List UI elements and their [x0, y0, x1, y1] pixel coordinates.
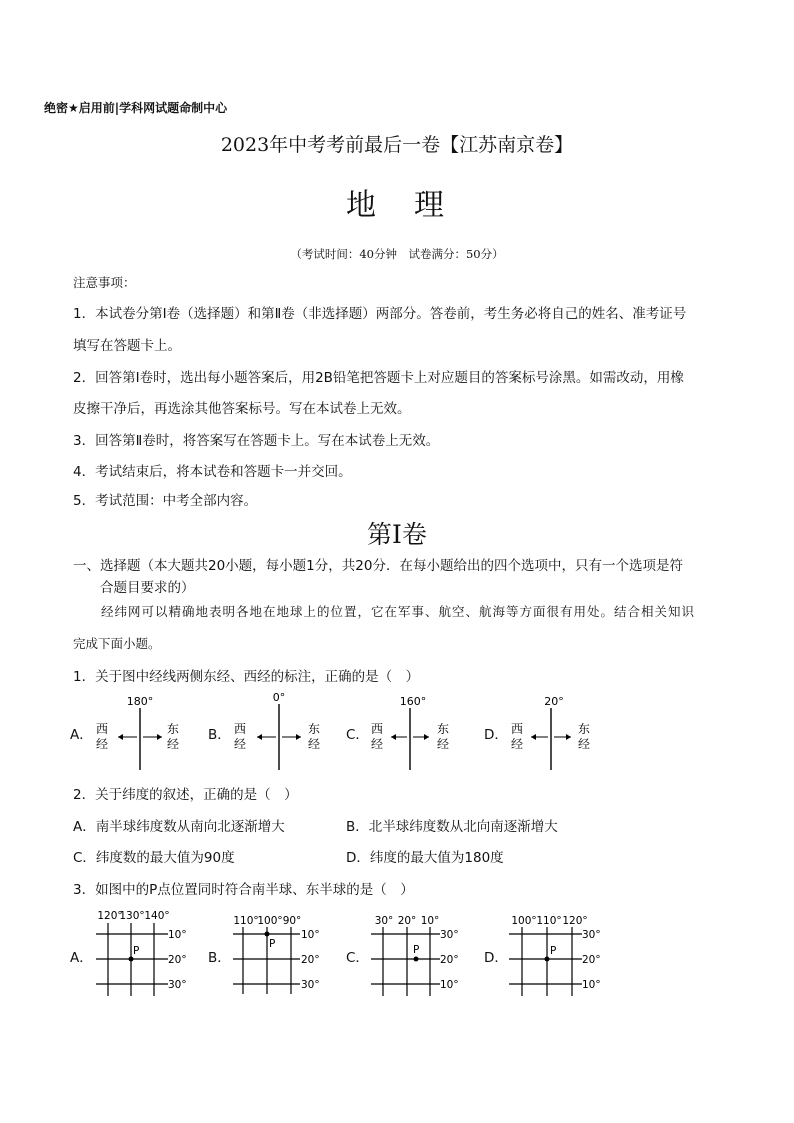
q2-option-d[interactable]: D．纬度的最大值为180度	[346, 850, 504, 866]
intro-text: 经纬网可以精确地表明各地在地球上的位置，它在军事、航空、航海等方面很有用处。结合相关知识	[101, 604, 696, 619]
lat-label: 30°	[301, 979, 320, 991]
lon-label: 120°	[97, 910, 123, 922]
note-line: 填写在答题卡上。	[73, 338, 181, 354]
lat-label: 10°	[168, 929, 187, 941]
option-letter: A．	[70, 727, 93, 743]
lat-label: 10°	[301, 929, 320, 941]
q3-option-d[interactable]	[484, 906, 634, 1001]
section-heading-cont: 合题目要求的）	[100, 580, 195, 596]
q3-option-b[interactable]	[208, 906, 358, 1001]
note-line: 4．考试结束后，将本试卷和答题卡一并交回。	[73, 464, 352, 480]
q2-option-c[interactable]: C．纬度数的最大值为90度	[73, 850, 235, 866]
exam-info: （考试时间：40分钟 试卷满分：50分）	[290, 247, 504, 261]
west-char: 经	[510, 737, 524, 751]
q3-option-a[interactable]	[70, 906, 220, 1001]
west-char: 西	[95, 722, 109, 736]
lon-label: 90°	[282, 915, 302, 927]
note-line: 1．本试卷分第Ⅰ卷（选择题）和第Ⅱ卷（非选择题）两部分。答卷前，考生务必将自己的姓名、准考证号	[73, 306, 687, 322]
west-char: 西	[510, 722, 524, 736]
west-char: 经	[370, 737, 384, 751]
lat-label: 20°	[440, 954, 459, 966]
grid-figure	[366, 906, 496, 1001]
option-letter: B．	[208, 950, 231, 966]
point-p-label: P	[413, 944, 420, 956]
q1-option-d[interactable]	[484, 690, 654, 775]
q2-option-b[interactable]: B．北半球纬度数从北向南逐渐增大	[346, 819, 558, 835]
west-char: 西	[370, 722, 384, 736]
east-char: 经	[577, 737, 591, 751]
east-char: 经	[307, 737, 321, 751]
exam-title: 2023年中考考前最后一卷【江苏南京卷】	[220, 134, 574, 156]
note-line: 5．考试范围：中考全部内容。	[73, 493, 258, 509]
option-letter: B．	[208, 727, 231, 743]
point-p-label: P	[550, 945, 557, 957]
option-letter: D．	[484, 727, 508, 743]
lat-label: 30°	[168, 979, 187, 991]
lat-label: 20°	[301, 954, 320, 966]
q2-option-a[interactable]: A．南半球纬度数从南向北逐渐增大	[73, 819, 285, 835]
east-char: 经	[166, 737, 180, 751]
east-char: 东	[307, 722, 321, 736]
option-letter: D．	[484, 950, 508, 966]
point-p-label: P	[133, 945, 140, 957]
lat-label: 30°	[582, 929, 601, 941]
option-letter: A．	[70, 950, 93, 966]
west-char: 经	[233, 737, 247, 751]
section-heading: 一、选择题（本大题共20小题，每小题1分，共20分．在每小题给出的四个选项中，只有一个选项是符	[73, 558, 683, 574]
note-line: 皮擦干净后，再选涂其他答案标号。写在本试卷上无效。	[73, 401, 411, 417]
meridian-degree: 160°	[399, 695, 427, 708]
note-line: 2．回答第Ⅰ卷时，选出每小题答案后，用2B铅笔把答题卡上对应题目的答案标号涂黑。如需改动，用橡	[73, 370, 684, 386]
subject-title: 地 理	[346, 188, 448, 223]
lat-label: 30°	[440, 929, 459, 941]
q3-stem: 3．如图中的P点位置同时符合南半球、东半球的是（ ）	[73, 882, 414, 898]
lat-label: 10°	[582, 979, 601, 991]
meridian-degree: 180°	[126, 695, 154, 708]
lon-label: 110°	[536, 915, 562, 927]
lon-label: 30°	[374, 915, 394, 927]
lon-label: 140°	[144, 910, 170, 922]
west-char: 经	[95, 737, 109, 751]
east-char: 经	[436, 737, 450, 751]
grid-figure	[228, 906, 358, 1001]
east-char: 东	[436, 722, 450, 736]
lon-label: 110°	[233, 915, 259, 927]
grid-figure	[504, 906, 634, 1001]
q1-stem: 1．关于图中经线两侧东经、西经的标注，正确的是（ ）	[73, 669, 420, 685]
meridian-degree: 0°	[272, 691, 286, 704]
meridian-figure	[504, 690, 654, 775]
grid-figure	[90, 906, 220, 1001]
lon-label: 100°	[257, 915, 283, 927]
header-note: 绝密★启用前|学科网试题命制中心	[44, 101, 228, 115]
point-p-label: P	[269, 938, 276, 950]
west-char: 西	[233, 722, 247, 736]
lon-label: 20°	[397, 915, 417, 927]
lon-label: 10°	[420, 915, 440, 927]
intro-text-cont: 完成下面小题。	[73, 636, 161, 651]
lat-label: 20°	[582, 954, 601, 966]
lat-label: 20°	[168, 954, 187, 966]
option-letter: C．	[346, 950, 369, 966]
notes-heading: 注意事项：	[73, 275, 136, 290]
east-char: 东	[166, 722, 180, 736]
q3-option-c[interactable]	[346, 906, 496, 1001]
part-title: 第Ⅰ卷	[367, 520, 427, 549]
east-char: 东	[577, 722, 591, 736]
option-letter: C．	[346, 727, 369, 743]
meridian-degree: 20°	[544, 695, 564, 708]
lon-label: 100°	[511, 915, 537, 927]
q2-stem: 2．关于纬度的叙述，正确的是（ ）	[73, 787, 298, 803]
lat-label: 10°	[440, 979, 459, 991]
note-line: 3．回答第Ⅱ卷时，将答案写在答题卡上。写在本试卷上无效。	[73, 433, 440, 449]
lon-label: 130°	[119, 910, 145, 922]
lon-label: 120°	[562, 915, 588, 927]
